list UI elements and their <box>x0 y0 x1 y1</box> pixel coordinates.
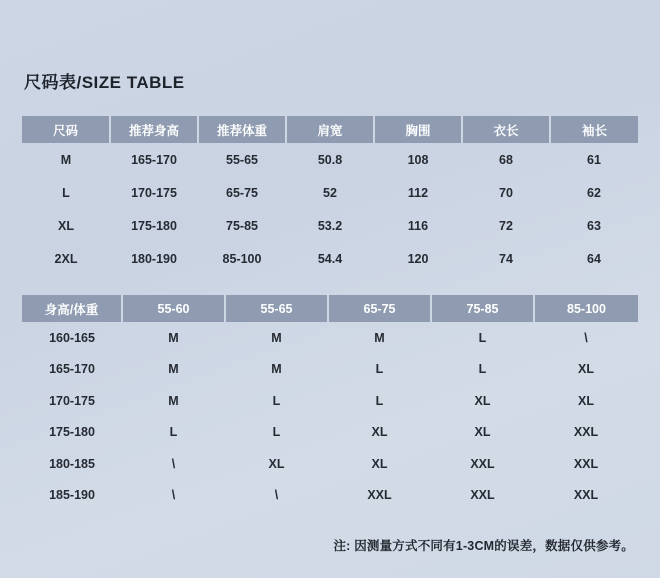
table-header-row <box>22 116 638 143</box>
cell: 170-175 <box>131 185 177 200</box>
table-row <box>22 242 638 275</box>
measurement-note: 注: 因测量方式不同有1-3CM的误差，数据仅供参考。 <box>333 539 634 553</box>
cell: L <box>375 393 384 408</box>
cell: 53.2 <box>317 218 343 233</box>
cell: XL <box>578 362 594 377</box>
cell: 54.4 <box>317 251 343 266</box>
cell: 64 <box>587 251 601 266</box>
cell: 52 <box>323 185 337 200</box>
cell: L <box>272 393 281 408</box>
cell: 74 <box>499 251 513 266</box>
cell: L <box>272 425 281 440</box>
cell: 61 <box>587 152 601 167</box>
cell: M <box>60 152 72 167</box>
table-row <box>22 385 638 417</box>
cell: 165-170 <box>49 362 95 377</box>
cell: 180-185 <box>49 456 95 471</box>
cell: 50.8 <box>317 152 343 167</box>
cell: 85-100 <box>222 251 262 266</box>
cell: XL <box>371 425 388 440</box>
cell: 165-170 <box>131 152 177 167</box>
cell: XL <box>474 393 491 408</box>
column-header: 55-65 <box>225 295 328 322</box>
column-header: 推荐身高 <box>110 116 198 143</box>
cell: 65-75 <box>226 185 258 200</box>
cell: L <box>478 362 487 377</box>
cell: M <box>271 362 282 377</box>
table-row <box>22 322 638 354</box>
cell: L <box>375 362 384 377</box>
cell: XL <box>268 456 285 471</box>
column-header: 肩宽 <box>286 116 374 143</box>
cell: L <box>169 425 178 440</box>
cell: 55-65 <box>226 152 258 167</box>
cell: XL <box>474 425 491 440</box>
cell: XXL <box>573 488 599 503</box>
column-header: 推荐体重 <box>198 116 286 143</box>
cell: 120 <box>407 251 429 266</box>
cell: \ <box>274 488 279 503</box>
table-row <box>22 176 638 209</box>
cell: XXL <box>470 488 495 503</box>
height-weight-fit-table <box>22 295 638 511</box>
size-measurement-table <box>22 116 638 275</box>
cell: 160-165 <box>49 330 95 345</box>
cell: M <box>168 330 179 345</box>
page-title: 尺码表/SIZE TABLE <box>24 73 185 92</box>
cell: 185-190 <box>49 488 95 503</box>
cell: 2XL <box>54 251 78 266</box>
cell: XL <box>578 393 594 408</box>
cell: 72 <box>499 218 513 233</box>
table-row <box>22 480 638 512</box>
table-header-row <box>22 295 638 322</box>
column-header: 胸围 <box>374 116 462 143</box>
table-row <box>22 209 638 242</box>
column-header: 85-100 <box>534 295 638 322</box>
cell: XL <box>58 218 74 233</box>
cell: 175-180 <box>131 218 177 233</box>
cell: M <box>168 393 179 408</box>
cell: XXL <box>367 488 392 503</box>
cell: XXL <box>573 425 599 440</box>
cell: \ <box>584 330 588 345</box>
cell: L <box>62 185 70 200</box>
column-header: 身高/体重 <box>22 295 122 322</box>
table-row <box>22 143 638 176</box>
table-row <box>22 354 638 386</box>
cell: 116 <box>407 218 429 233</box>
cell: \ <box>171 488 176 503</box>
cell: 68 <box>499 152 513 167</box>
column-header: 尺码 <box>22 116 110 143</box>
cell: XXL <box>573 456 599 471</box>
column-header: 衣长 <box>462 116 550 143</box>
cell: 63 <box>587 218 601 233</box>
cell: 62 <box>587 185 601 200</box>
cell: XL <box>371 456 388 471</box>
column-header: 65-75 <box>328 295 431 322</box>
cell: 75-85 <box>226 218 258 233</box>
column-header: 袖长 <box>550 116 638 143</box>
cell: M <box>374 330 385 345</box>
cell: 112 <box>407 185 429 200</box>
cell: 180-190 <box>131 251 177 266</box>
cell: \ <box>171 456 176 471</box>
cell: M <box>271 330 282 345</box>
cell: XXL <box>470 456 495 471</box>
cell: 108 <box>407 152 429 167</box>
cell: 175-180 <box>49 425 95 440</box>
column-header: 55-60 <box>122 295 225 322</box>
column-header: 75-85 <box>431 295 534 322</box>
cell: 170-175 <box>49 393 95 408</box>
cell: 70 <box>499 185 513 200</box>
cell: L <box>478 330 487 345</box>
table-row <box>22 417 638 449</box>
table-row <box>22 448 638 480</box>
cell: M <box>168 362 179 377</box>
